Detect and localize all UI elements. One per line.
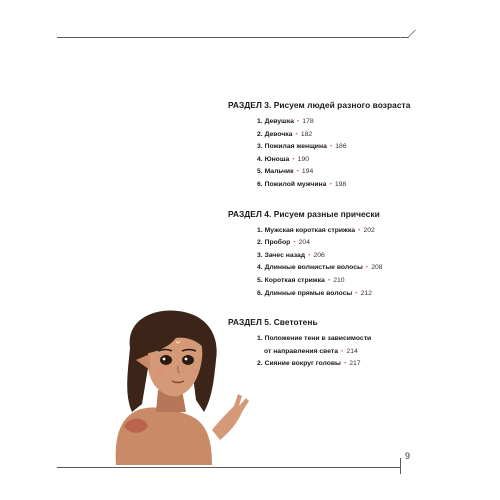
entry-page: 214: [346, 347, 358, 355]
entry-label: 5. Короткая стрижка: [257, 276, 325, 284]
toc-entry[interactable]: [257, 333, 428, 358]
bullet-dot-icon: •: [296, 118, 300, 125]
toc-section-3: [228, 100, 428, 192]
entry-label: 5. Мальчик: [257, 168, 294, 176]
entry-label: 4. Юноша: [257, 155, 290, 163]
bullet-dot-icon: •: [355, 289, 358, 297]
entry-page: 194: [301, 168, 314, 176]
entry-label: 1. Положение тени в зависимости: [257, 335, 372, 343]
entry-page: 202: [363, 226, 375, 234]
top-corner-mark: [400, 30, 416, 38]
bullet-dot-icon: •: [329, 143, 333, 151]
section-entries: [257, 225, 428, 301]
toc-entry[interactable]: [257, 179, 428, 192]
entry-label: 1. Девушка: [257, 118, 294, 125]
top-rule: [57, 37, 400, 38]
bottom-tick: [400, 458, 401, 474]
entry-page: 204: [298, 239, 310, 247]
bullet-dot-icon: •: [296, 168, 299, 176]
toc-entry[interactable]: [257, 166, 428, 179]
toc-entry[interactable]: [257, 154, 428, 167]
entry-page: 206: [313, 251, 325, 259]
section-title: РАЗДЕЛ 3. Рисуем людей разного возраста: [228, 100, 411, 110]
bottom-rule: [57, 467, 400, 468]
entry-page: 210: [333, 276, 345, 284]
bullet-dot-icon: •: [329, 180, 332, 188]
entry-label: 6. Пожилой мужчина: [257, 180, 327, 188]
entry-page: 212: [360, 289, 372, 297]
bullet-dot-icon: •: [308, 251, 311, 259]
toc-entry[interactable]: [257, 129, 428, 142]
toc-entry[interactable]: [257, 116, 428, 129]
bullet-dot-icon: •: [293, 239, 296, 247]
table-of-contents: [228, 100, 428, 388]
toc-entry[interactable]: [257, 358, 428, 371]
bullet-dot-icon: •: [295, 130, 298, 138]
elf-girl-illustration-icon: [108, 308, 258, 465]
entry-label: 6. Длинные прямые волосы: [257, 289, 353, 297]
entry-label: 1. Мужская короткая стрижка: [257, 226, 356, 234]
entry-page: 182: [300, 130, 313, 138]
toc-entry[interactable]: [257, 141, 428, 154]
toc-entry[interactable]: [257, 288, 428, 301]
entry-label: 3. Пожилая женщина: [257, 143, 327, 151]
entry-page: 186: [335, 143, 347, 151]
section-title: РАЗДЕЛ 4. Рисуем разные прически: [228, 208, 380, 219]
toc-entry[interactable]: [257, 237, 428, 250]
entry-label: 2. Сияние вокруг головы: [257, 360, 341, 368]
toc-entry[interactable]: [257, 225, 428, 238]
bullet-dot-icon: •: [365, 264, 369, 272]
entry-label-continued: от направления света: [264, 347, 339, 355]
entry-label: 2. Девочка: [257, 130, 293, 138]
entry-page: 217: [349, 360, 361, 368]
entry-label: 2. Пробор: [257, 239, 291, 247]
toc-section-5: [228, 317, 428, 371]
bullet-dot-icon: •: [341, 347, 344, 355]
bullet-dot-icon: •: [343, 360, 347, 368]
toc-section-4: [228, 209, 428, 301]
toc-entry[interactable]: [257, 275, 428, 288]
section-entries: [257, 333, 428, 371]
toc-entry[interactable]: [257, 250, 428, 263]
entry-page: 198: [334, 180, 347, 188]
page-number: 9: [405, 451, 411, 461]
bullet-dot-icon: •: [358, 226, 361, 234]
entry-page: 190: [297, 155, 310, 163]
section-title: РАЗДЕЛ 5. Светотень: [228, 317, 318, 328]
bullet-dot-icon: •: [292, 155, 295, 163]
entry-page: 178: [302, 118, 314, 125]
entry-label: 4. Длинные волнистые волосы: [257, 264, 363, 272]
entry-page: 208: [371, 264, 383, 272]
bullet-dot-icon: •: [327, 276, 331, 284]
toc-entry[interactable]: [257, 262, 428, 275]
entry-label: 3. Зачес назад: [257, 251, 306, 259]
section-entries: [257, 116, 428, 192]
